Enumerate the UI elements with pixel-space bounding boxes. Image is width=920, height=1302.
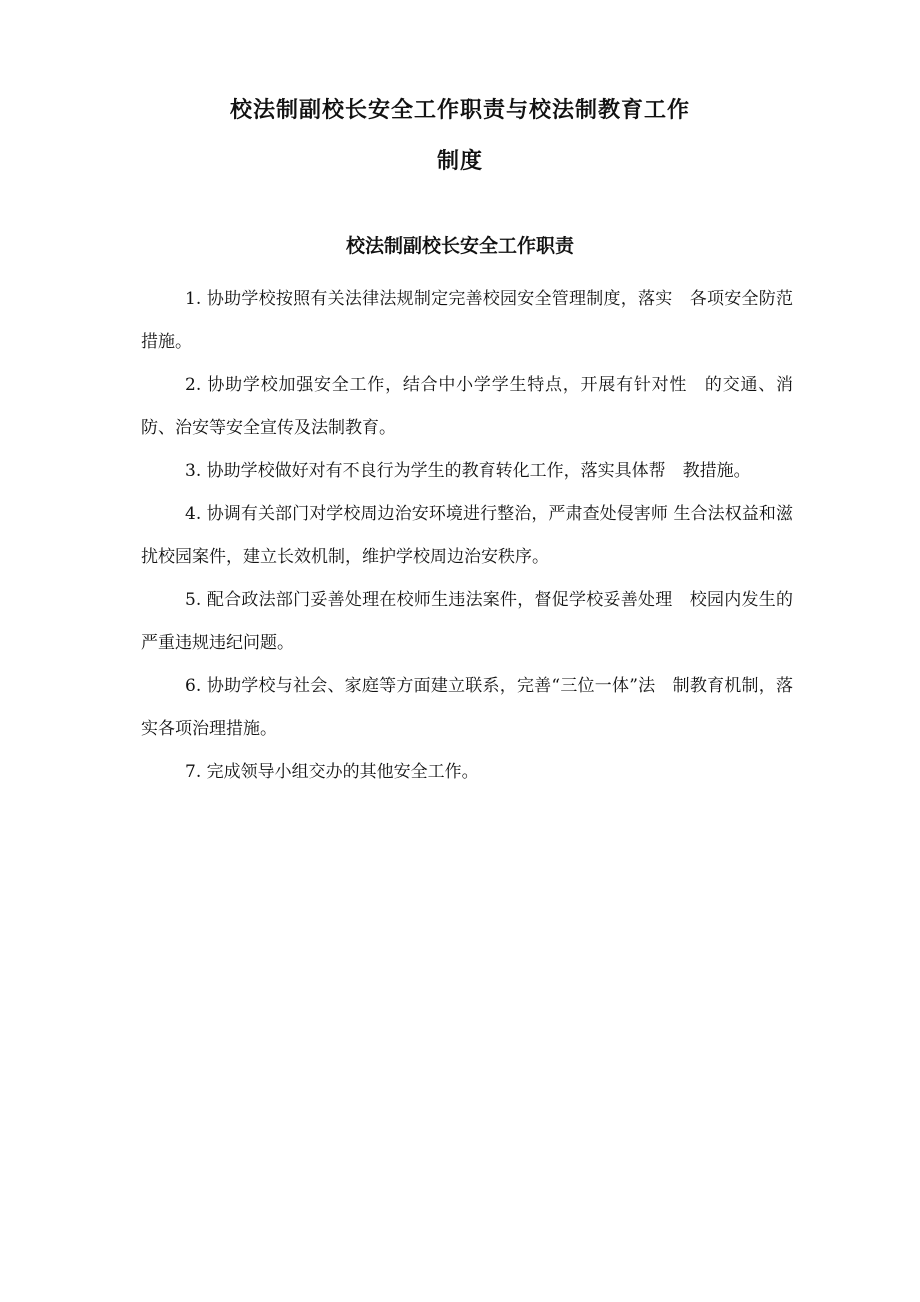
duty-list: [141, 278, 793, 794]
duty-item-6: 6. 协助学校与社会、家庭等方面建立联系，完善“三位一体”法 制教育机制，落实各项治理措施。: [141, 676, 793, 739]
duty-item-5: 5. 配合政法部门妥善处理在校师生违法案件，督促学校妥善处理 校园内发生的严重违规违纪问题。: [141, 590, 793, 653]
duty-item-3: 3. 协助学校做好对有不良行为学生的教育转化工作，落实具体帮 教措施。: [185, 461, 751, 481]
duty-item-4: 4. 协调有关部门对学校周边治安环境进行整治，严肃查处侵害师 生合法权益和滋扰校园案件，建立长效机制，维护学校周边治安秩序。: [141, 504, 793, 567]
duty-item-1: 1. 协助学校按照有关法律法规制定完善校园安全管理制度，落实 各项安全防范措施。: [141, 289, 793, 352]
duty-item-7: 7. 完成领导小组交办的其他安全工作。: [185, 762, 479, 782]
duty-item-2: 2. 协助学校加强安全工作，结合中小学学生特点，开展有针对性 的交通、消防、治安等安全宣传及法制教育。: [141, 375, 793, 438]
section-title: 校法制副校长安全工作职责: [345, 235, 574, 257]
document-title-line-2: 制度: [436, 149, 483, 174]
document-title-line-1: 校法制副校长安全工作职责与校法制教育工作: [229, 98, 690, 123]
